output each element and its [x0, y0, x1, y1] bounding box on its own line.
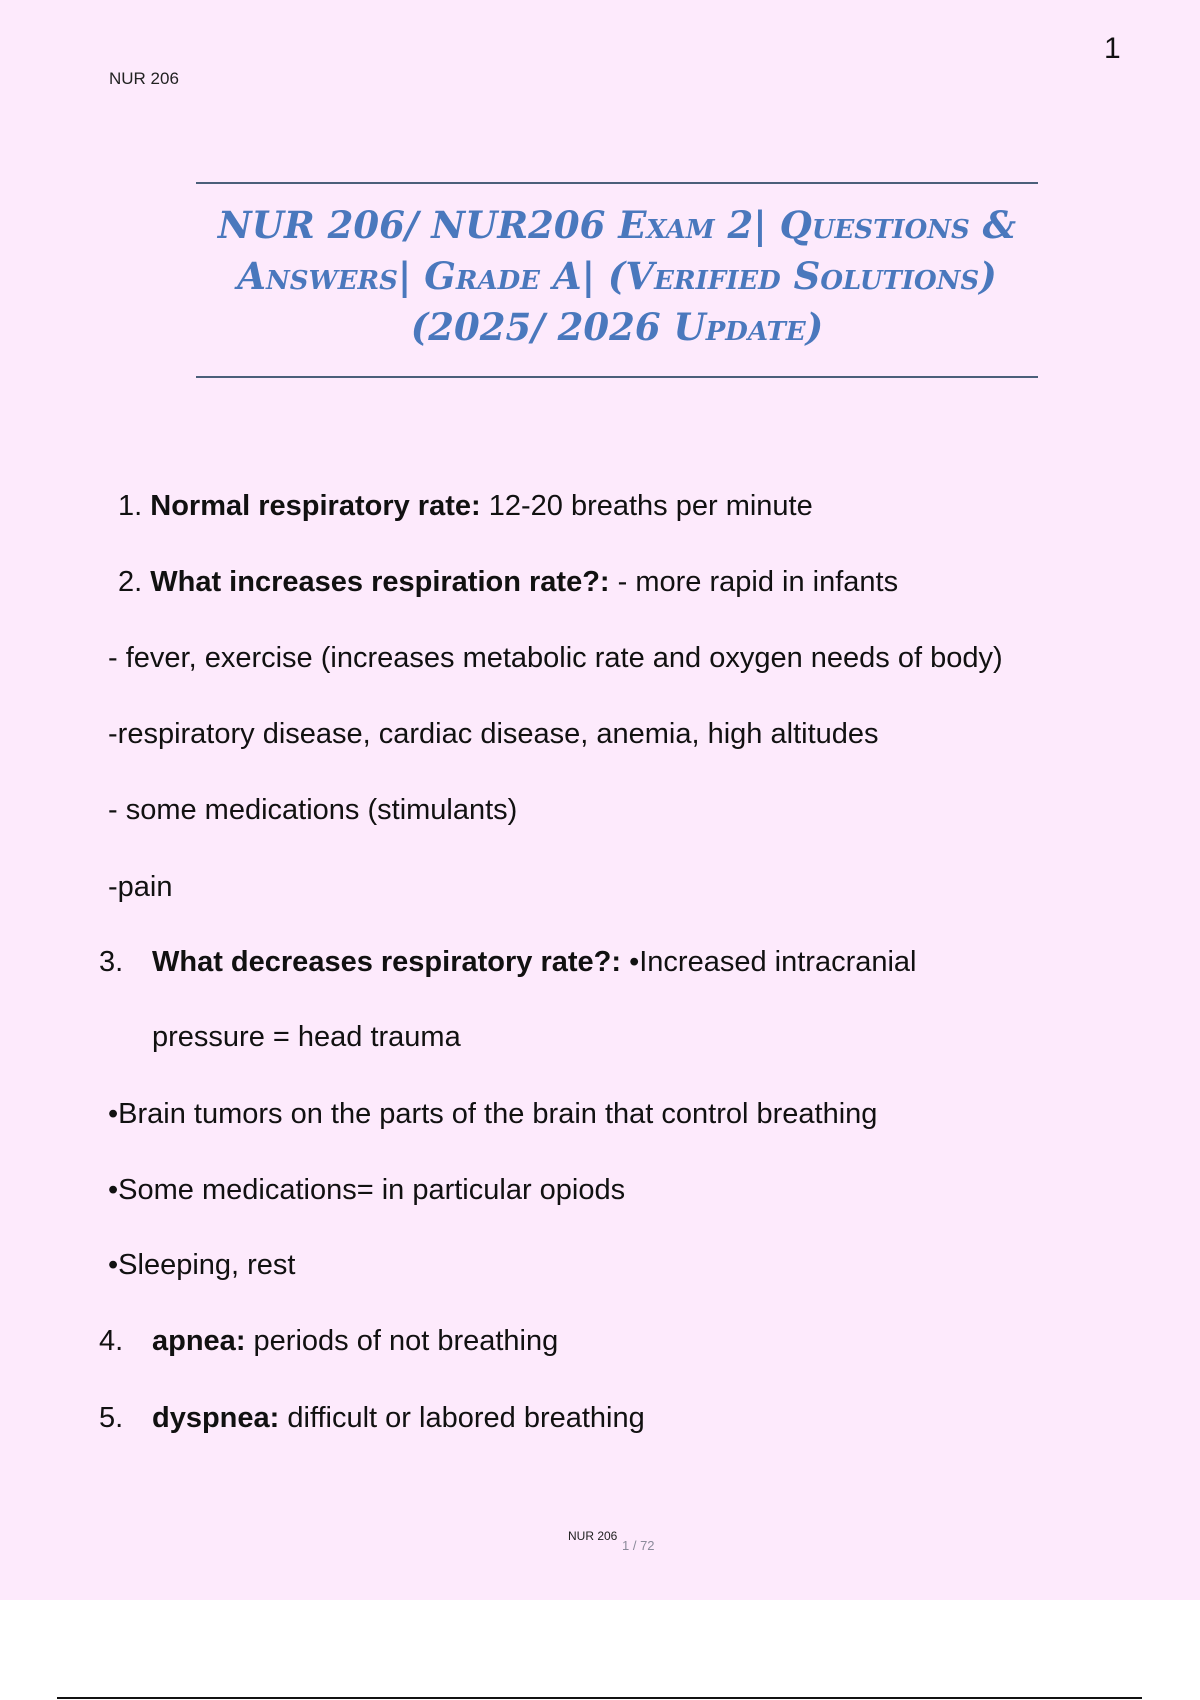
- title-line-2: Answers| Grade A| (Verified Solutions): [237, 254, 997, 298]
- answer-text: •Increased intracranial: [621, 946, 917, 978]
- detail-line: •Some medications= in particular opiods: [108, 1174, 626, 1206]
- list-item-2: [118, 564, 898, 600]
- list-item-4: [99, 1323, 558, 1359]
- item-number: 2.: [118, 566, 143, 598]
- detail-line: •Sleeping, rest: [108, 1249, 296, 1281]
- question-text: What decreases respiratory rate?:: [152, 946, 622, 978]
- item-number: 1.: [118, 490, 143, 522]
- page-number: 1: [1104, 32, 1121, 65]
- document-title: [196, 200, 1038, 353]
- item-number: 4.: [99, 1325, 124, 1357]
- bottom-divider: [57, 1697, 1142, 1699]
- question-text: What increases respiration rate?:: [150, 566, 610, 598]
- question-text: Normal respiratory rate:: [150, 490, 481, 522]
- answer-text: periods of not breathing: [245, 1325, 559, 1357]
- item-number: 3.: [99, 946, 124, 978]
- footer-course-label: NUR 206: [568, 1529, 618, 1543]
- list-item-1: [118, 488, 813, 524]
- detail-line: - some medications (stimulants): [108, 794, 518, 826]
- detail-line: •Brain tumors on the parts of the brain that control breathing: [108, 1098, 878, 1130]
- footer-page-count: 1 / 72: [622, 1538, 655, 1553]
- title-rule-bottom: [196, 376, 1038, 378]
- title-line-3: (2025/ 2026 Update): [410, 305, 824, 349]
- item-number: 5.: [99, 1402, 124, 1434]
- detail-line: -pain: [108, 871, 173, 903]
- header-course-label: NUR 206: [109, 69, 179, 88]
- answer-text: - more rapid in infants: [609, 566, 899, 598]
- title-rule-top: [196, 182, 1038, 184]
- title-line-1: NUR 206/ NUR206 Exam 2| Questions &: [217, 203, 1017, 247]
- detail-line: -respiratory disease, cardiac disease, anemia, high altitudes: [108, 718, 879, 750]
- answer-text: difficult or labored breathing: [279, 1402, 645, 1434]
- list-item-3: [99, 944, 917, 980]
- question-text: apnea:: [152, 1325, 246, 1357]
- answer-text: 12-20 breaths per minute: [480, 490, 813, 522]
- list-item-5: [99, 1400, 645, 1436]
- question-text: dyspnea:: [152, 1402, 280, 1434]
- answer-continuation: pressure = head trauma: [152, 1021, 461, 1053]
- detail-line: - fever, exercise (increases metabolic rate and oxygen needs of body): [108, 642, 1003, 674]
